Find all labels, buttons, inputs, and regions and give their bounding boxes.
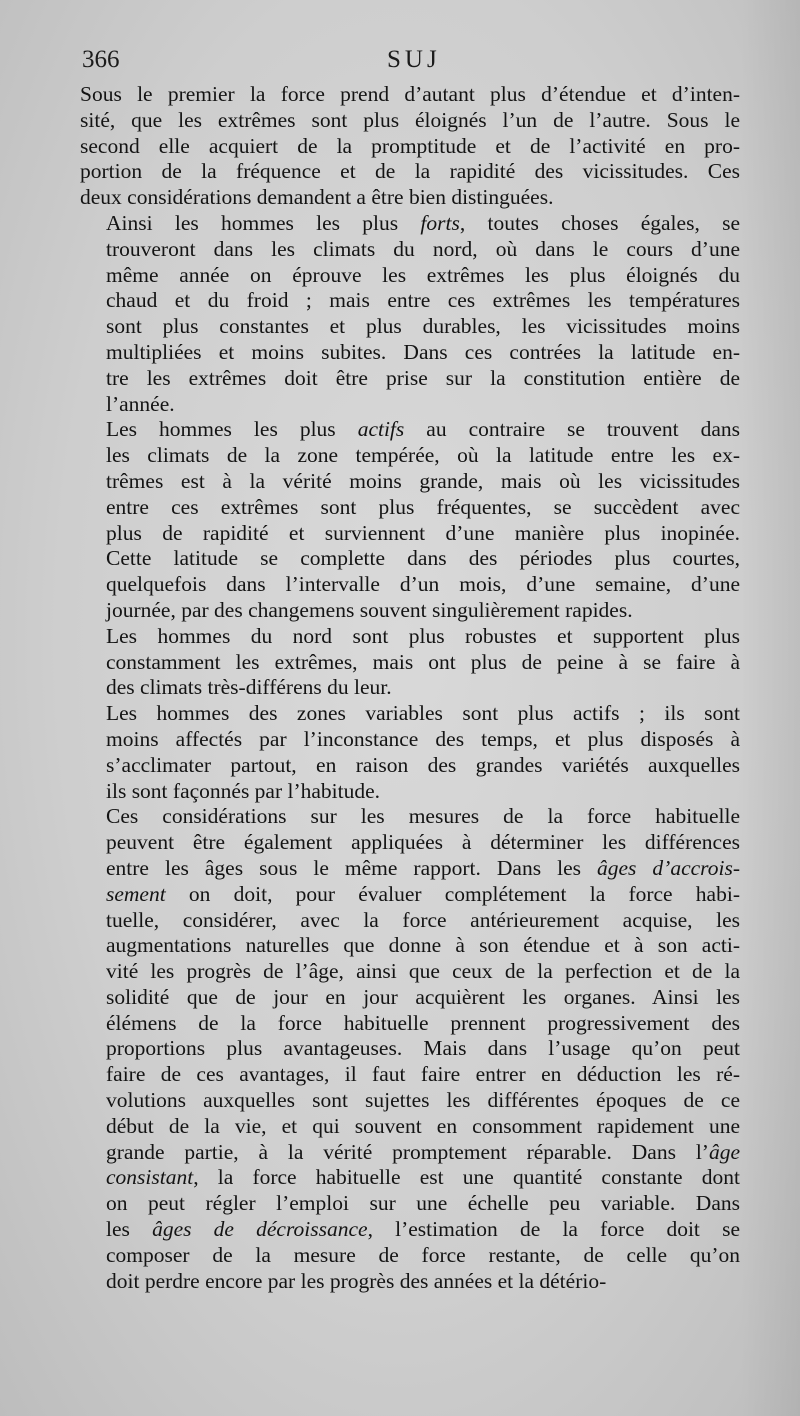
text-line: quelquefois dans l’intervalle d’un mois, d’une semaine, d’une: [106, 572, 740, 597]
italic-phrase: âge: [708, 1139, 740, 1164]
text-line: Les hommes des zones variables sont plus actifs ; ils sont: [106, 701, 740, 726]
italic-phrase: consistant: [106, 1165, 194, 1190]
text-line: s’acclimater partout, en raison des grandes variétés auxquelles: [106, 752, 740, 777]
text-line: portion de la fréquence et de la rapidité des vicissitudes. Ces: [80, 159, 740, 184]
text-line: sement on doit, pour évaluer complétement la force habi-: [106, 881, 740, 906]
text-line: Cette latitude se complette dans des périodes plus courtes,: [106, 546, 740, 571]
text-line: faire de ces avantages, il faut faire entrer en déduction les ré-: [106, 1062, 740, 1087]
page-number: 366: [82, 46, 120, 73]
text-line: vité les progrès de l’âge, ainsi que ceux de la perfection et de la: [106, 959, 740, 984]
text-line: consistant, la force habituelle est une quantité constante dont: [106, 1165, 740, 1190]
text-line: second elle acquiert de la promptitude et de l’activité en pro-: [80, 133, 740, 158]
text-line: tre les extrêmes doit être prise sur la constitution entière de: [106, 365, 740, 390]
body-text: [80, 82, 740, 1294]
text-line: deux considérations demandent a être bien distinguées.: [80, 185, 554, 210]
paragraph: [80, 624, 740, 701]
italic-phrase: forts: [420, 210, 460, 235]
text-line: peuvent être également appliquées à déterminer les différences: [106, 830, 740, 855]
paragraph: [80, 417, 740, 623]
paragraph: [80, 211, 740, 417]
text-line: doit perdre encore par les progrès des années et la détério-: [106, 1268, 607, 1293]
paragraph: [80, 701, 740, 804]
text-line: on peut régler l’emploi sur une échelle peu variable. Dans: [106, 1191, 740, 1216]
paragraph: [80, 804, 740, 1294]
text-line: trouveront dans les climats du nord, où dans le cours d’une: [106, 236, 740, 261]
text-line: solidité que de jour en jour acquièrent les organes. Ainsi les: [106, 984, 740, 1009]
text-line: augmentations naturelles que donne à son étendue et à son acti-: [106, 933, 740, 958]
text-line: volutions auxquelles sont sujettes les différentes époques de ce: [106, 1088, 740, 1113]
text-line: ils sont façonnés par l’habitude.: [106, 778, 381, 803]
text-line: constamment les extrêmes, mais ont plus de peine à se faire à: [106, 649, 740, 674]
text-line: des climats très-différens du leur.: [106, 675, 392, 700]
text-line: entre les âges sous le même rapport. Dans les âges d’accrois-: [106, 855, 740, 880]
italic-phrase: âges d’accrois-: [597, 855, 740, 880]
text-line: Les hommes du nord sont plus robustes et supportent plus: [106, 623, 740, 648]
italic-phrase: âges de décroissance: [152, 1217, 368, 1242]
text-line: l’année.: [106, 391, 175, 416]
text-line: les climats de la zone tempérée, où la latitude entre les ex-: [106, 443, 740, 468]
text-line: composer de la mesure de force restante, de celle qu’on: [106, 1242, 740, 1267]
text-line: début de la vie, et qui souvent en consomment rapidement une: [106, 1113, 740, 1138]
text-line: grande partie, à la vérité promptement réparable. Dans l’âge: [106, 1139, 740, 1164]
italic-phrase: actifs: [357, 417, 405, 442]
text-line: même année on éprouve les extrêmes les plus éloignés du: [106, 262, 740, 287]
text-line: moins affectés par l’inconstance des temps, et plus disposés à: [106, 726, 740, 751]
text-line: sité, que les extrêmes sont plus éloignés l’un de l’autre. Sous le: [80, 107, 740, 132]
text-line: multipliées et moins subites. Dans ces contrées la latitude en-: [106, 339, 740, 364]
italic-phrase: sement: [106, 881, 166, 906]
running-head: SUJ: [387, 46, 441, 73]
page-header: [82, 46, 742, 80]
text-line: trêmes est à la vérité moins grande, mais où les vicissitudes: [106, 468, 740, 493]
text-line: élémens de la force habituelle prennent progressivement des: [106, 1010, 740, 1035]
text-line: chaud et du froid ; mais entre ces extrêmes les températures: [106, 288, 740, 313]
text-line: les âges de décroissance, l’estimation de la force doit se: [106, 1217, 740, 1242]
text-line: proportions plus avantageuses. Mais dans l’usage qu’on peut: [106, 1036, 740, 1061]
text-line: tuelle, considérer, avec la force antérieurement acquise, les: [106, 907, 740, 932]
text-line: Les hommes les plus actifs au contraire se trouvent dans: [106, 417, 741, 442]
text-line: Ces considérations sur les mesures de la force habituelle: [106, 804, 740, 829]
paragraph: [80, 82, 740, 211]
text-line: plus de rapidité et surviennent d’une manière plus inopinée.: [106, 520, 740, 545]
text-line: sont plus constantes et plus durables, les vicissitudes moins: [106, 314, 740, 339]
text-line: journée, par des changemens souvent singulièrement rapides.: [106, 597, 633, 622]
text-line: entre ces extrêmes sont plus fréquentes, se succèdent avec: [106, 494, 740, 519]
text-line: Ainsi les hommes les plus forts, toutes choses égales, se: [106, 210, 740, 235]
text-line: Sous le premier la force prend d’autant plus d’étendue et d’inten-: [80, 82, 740, 106]
